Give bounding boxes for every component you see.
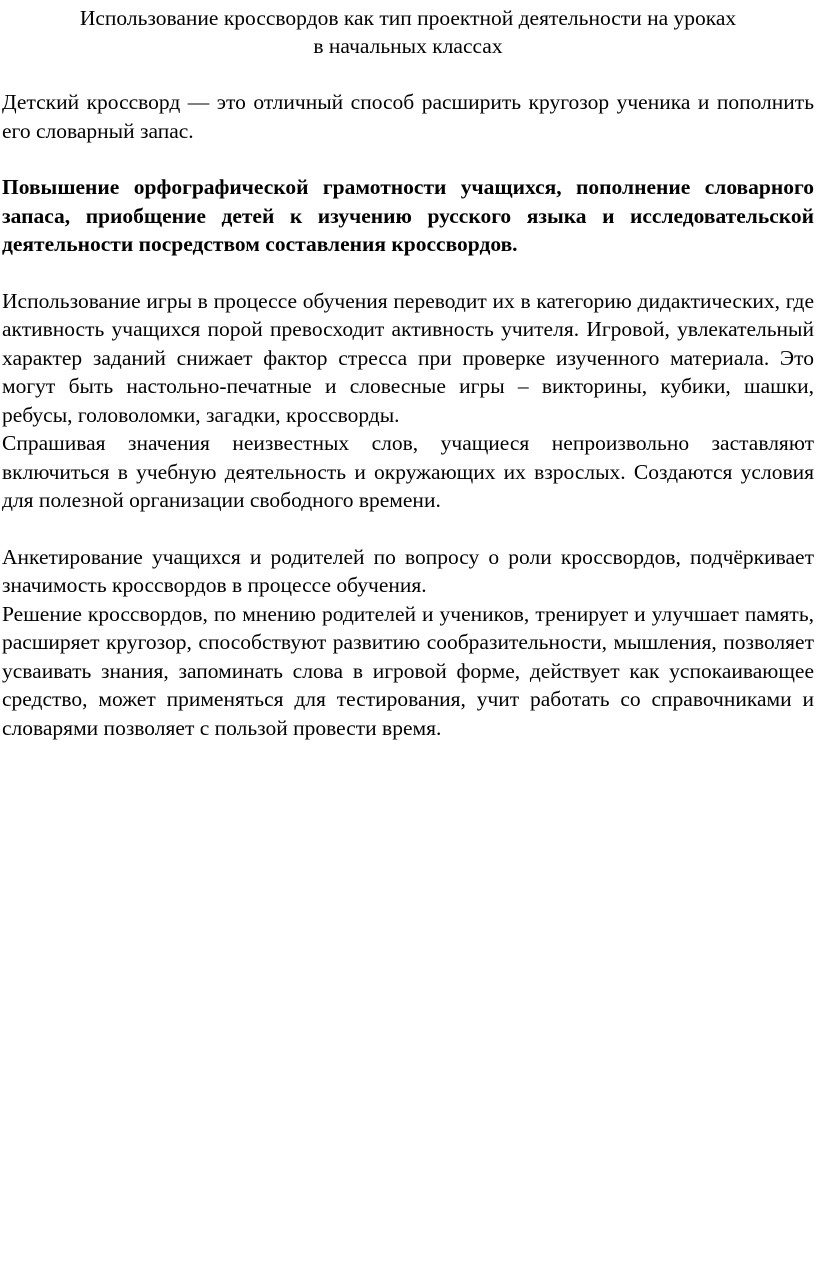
- paragraph-benefits: Решение кроссвордов, по мнению родителей и учеников, тренирует и улучшает память, расширяет кругозор, способствуют развитию сообразительности, мышления, позволяет усваивать знания, запоминать слова в игровой форме, действует как успокаивающее средство, может применяться для тестирования, учит работать со справочниками и словарями позволяет с пользой провести время.: [2, 601, 814, 740]
- paragraph-games: Использование игры в процессе обучения переводит их в категорию дидактических, где активность учащихся порой превосходит активность учителя. Игровой, увлекательный характер заданий снижает фактор стресса при проверке изученного материала. Это могут быть настольно-печатные и словесные игры – викторины, кубики, шашки, ребусы, головоломки, загадки, кроссворды.: [2, 288, 814, 427]
- title-line-2: в начальных классах: [313, 34, 503, 58]
- paragraph-intro: Детский кроссворд — это отличный способ расширить кругозор ученика и пополнить его словарный запас.: [2, 90, 814, 143]
- paragraph-survey: Анкетирование учащихся и родителей по вопросу о роли кроссвордов, подчёркивает значимость кроссвордов в процессе обучения.: [2, 544, 814, 597]
- paragraph-unknown-words: Спрашивая значения неизвестных слов, учащиеся непроизвольно заставляют включиться в учебную деятельность и окружающих их взрослых. Создаются условия для полезной организации свободного времени.: [2, 431, 814, 512]
- paragraph-goal: Повышение орфографической грамотности учащихся, пополнение словарного запаса, приобщение детей к изучению русского языка и исследовательской деятельности посредством составления кроссвордов.: [2, 175, 814, 256]
- title-line-1: Использование кроссвордов как тип проектной деятельности на уроках: [79, 6, 737, 30]
- page-title: [2, 4, 814, 60]
